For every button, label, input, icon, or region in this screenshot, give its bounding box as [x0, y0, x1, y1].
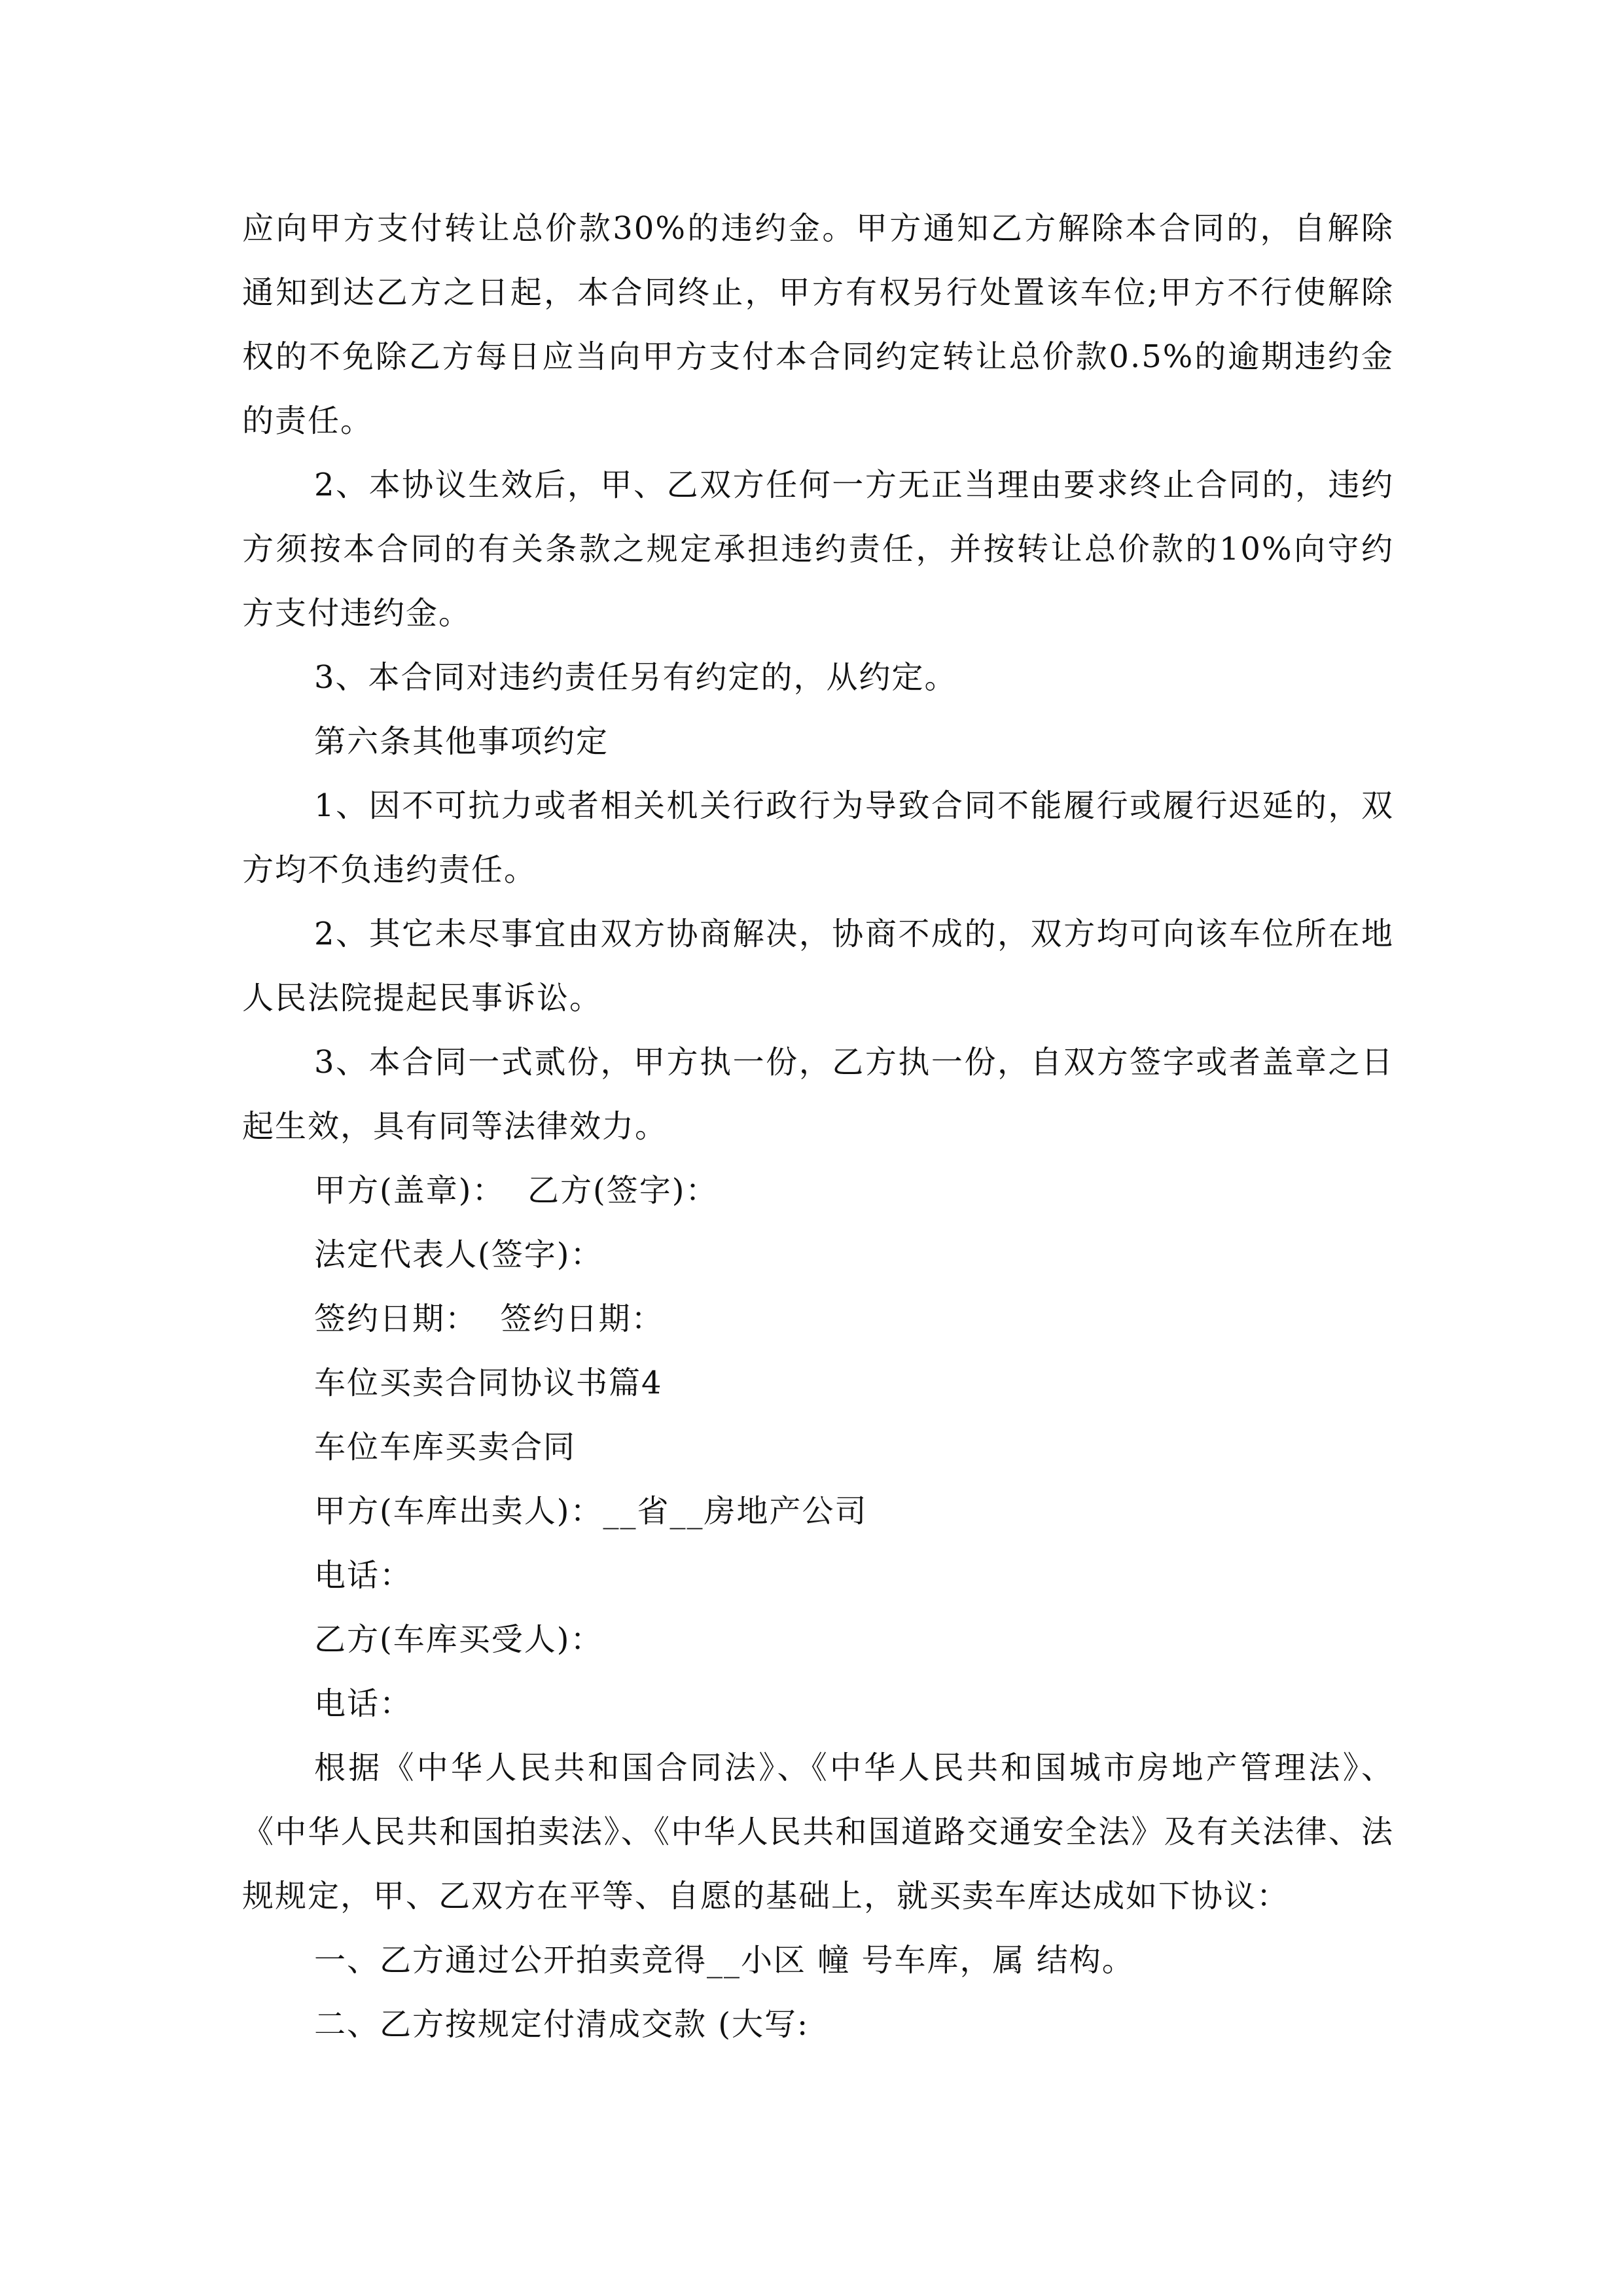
document-body	[242, 196, 1394, 2056]
signature-line-representative: 法定代表人(签字)：	[314, 1236, 603, 1273]
clause-1-auction: 一、乙方通过公开拍卖竞得__小区 幢 号车库，属 结构。	[314, 1942, 1135, 1979]
paragraph-clause-3-other-agreement: 3、本合同对违约责任另有约定的，从约定。	[314, 659, 957, 696]
contract-title: 车位车库买卖合同	[314, 1429, 577, 1465]
party-a-seller: 甲方(车库出卖人)：__省__房地产公司	[314, 1493, 868, 1530]
paragraph-breach-continuation: 应向甲方支付转让总价款30%的违约金。甲方通知乙方解除本合同的，自解除通知到达乙方之日起，本合同终止，甲方有权另行处置该车位;甲方不行使解除权的不免除乙方每日应当向甲方支付本合同约定转让总价款0.5%的逾期违约金的责任。	[242, 210, 1394, 439]
article-6-heading: 第六条其他事项约定	[314, 723, 609, 760]
paragraph-legal-basis: 根据《中华人民共和国合同法》、《中华人民共和国城市房地产管理法》、《中华人民共和国拍卖法》、《中华人民共和国道路交通安全法》及有关法律、法规规定，甲、乙双方在平等、自愿的基础上，就买卖车库达成如下协议：	[242, 1749, 1394, 1914]
section-title-part-4: 车位买卖合同协议书篇4	[314, 1365, 663, 1401]
party-b-buyer: 乙方(车库买受人)：	[314, 1621, 603, 1658]
clause-2-payment: 二、乙方按规定付清成交款 (大写:	[314, 2006, 810, 2043]
signature-line-dates: 签约日期： 签约日期：	[314, 1300, 664, 1337]
paragraph-force-majeure: 1、因不可抗力或者相关机关行政行为导致合同不能履行或履行迟延的，双方均不负违约责任。	[242, 787, 1394, 888]
paragraph-clause-2-termination: 2、本协议生效后，甲、乙双方任何一方无正当理由要求终止合同的，违约方须按本合同的有关条款之规定承担违约责任，并按转让总价款的10%向守约方支付违约金。	[242, 467, 1394, 632]
paragraph-copies-effect: 3、本合同一式贰份，甲方执一份，乙方执一份，自双方签字或者盖章之日起生效，具有同等法律效力。	[242, 1044, 1394, 1145]
party-a-phone: 电话：	[314, 1557, 413, 1594]
paragraph-dispute-resolution: 2、其它未尽事宜由双方协商解决，协商不成的，双方均可向该车位所在地人民法院提起民事诉讼。	[242, 916, 1394, 1016]
signature-line-parties: 甲方(盖章)： 乙方(签字)：	[314, 1172, 719, 1209]
party-b-phone: 电话：	[314, 1685, 413, 1722]
